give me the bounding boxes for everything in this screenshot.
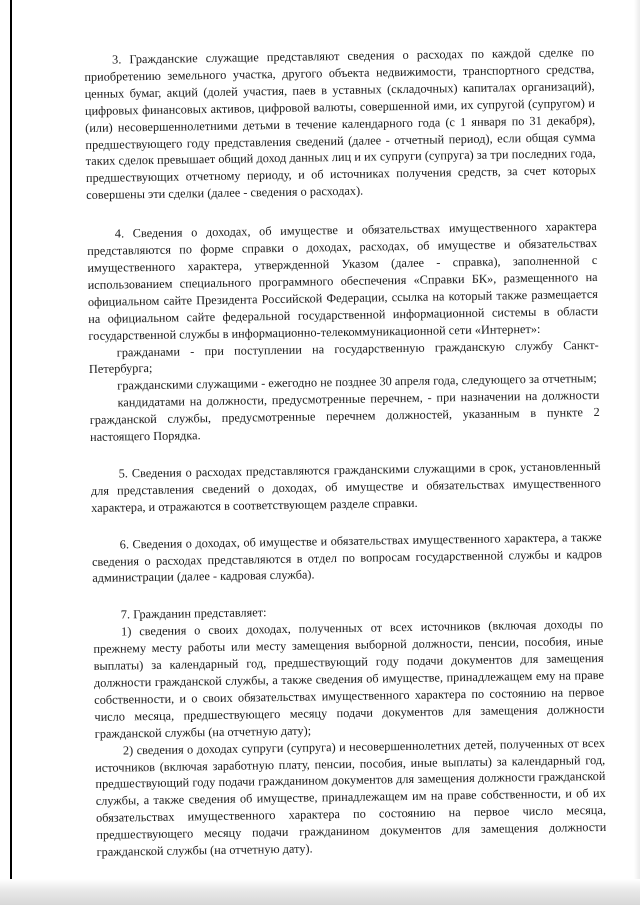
paragraph-7-item-1: 1) сведения о своих доходах, полученных от всех источников (включая доходы по прежнему месту работы или месту замещения выборной должности, пенсии, пособия, иные выплаты) за календарный год, предшествующий году подачи документов для замещения должности гражданской службы, а также сведения об имуществе, принадлежащем ему на праве собственности, и о своих обязательствах имущественного характера по состоянию на первое число месяца, предшествующего месяцу подачи документов для замещения должности гражданской службы (на отчетную дату); — [93, 617, 605, 741]
paragraph-4-citizens: гражданами - при поступлении на государственную гражданскую службу Санкт-Петербурга; — [88, 337, 599, 377]
paragraph-5: 5. Сведения о расходах представляются гражданскими служащими в срок, установленный для представления сведений о доходах, об имуществе и обязательствах имущественного характера, и отражаются в соответствующем разделе справки. — [90, 458, 601, 515]
paragraph-4-candidates: кандидатами на должности, предусмотренные перечнем, - при назначении на должности гражданской службы, предусмотренные перечнем должностей, указанным в пункте 2 настоящего Порядка. — [89, 388, 600, 444]
scan-left-border — [10, 0, 12, 905]
paragraph-6: 6. Сведения о доходах, об имуществе и обязательствах имущественного характера, а также сведения о расходах представляются в отдел по вопросам государственной службы и кадров администрации (далее - кадровая служба). — [91, 529, 603, 586]
scan-right-shadow — [634, 0, 640, 905]
document-page — [84, 44, 607, 861]
paragraph-3: 3. Гражданские служащие представляют сведения о расходах по каждой сделке по приобретению земельного участка, другого объекта недвижимости, транспортного средства, ценных бумаг, акций (долей участия, паев в уставных (складочных) капиталах организаций), цифровых финансовых активов, цифровой валюты, совершенной ими, их супругой (супругом) и (или) несовершеннолетними детьми в течение календарного года (с 1 января по 31 декабря), предшествующего году представления сведений (далее - отчетный период), если общая сумма таких сделок превышает общий доход данных лиц и их супруги (супруга) за три последних года, предшествующих отчетному периоду, и об источниках получения средств, за счет которых совершены эти сделки (далее - сведения о расходах). — [84, 44, 597, 203]
paragraph-4-civil-servants: гражданскими служащими - ежегодно не позднее 30 апреля года, следующего за отчетным; — [117, 371, 597, 393]
scan-bottom-edge — [0, 879, 640, 905]
paragraph-7-item-2: 2) сведения о доходах супруги (супруга) и несовершеннолетних детей, полученных от всех источников (включая заработную плату, пенсии, пособия, иные выплаты) за календарный год, предшествующий году подачи гражданином документов для замещения должности гражданской службы, а также сведения об имуществе, принадлежащем им на праве собственности, и об их обязательствах имущественного характера по состоянию на первое число месяца, предшествующего месяцу подачи гражданином документов для замещения должности гражданской службы (на отчетную дату). — [95, 735, 607, 859]
paragraph-4: 4. Сведения о доходах, об имуществе и обязательствах имущественного характера представляются по форме справки о доходах, расходах, об имуществе и обязательствах имущественного характера, утвержденной Указом (далее - справка), заполненной с использованием специального программного обеспечения «Справки БК», размещенного на официальном сайте Президента Российской Федерации, ссылка на который также размещается на официальном сайте федеральной государственной информационной системы в области государственной службы в информационно-телекоммуникационной сети «Интернет»: — [87, 219, 599, 343]
paragraph-7: 7. Гражданин представляет: — [120, 605, 267, 622]
